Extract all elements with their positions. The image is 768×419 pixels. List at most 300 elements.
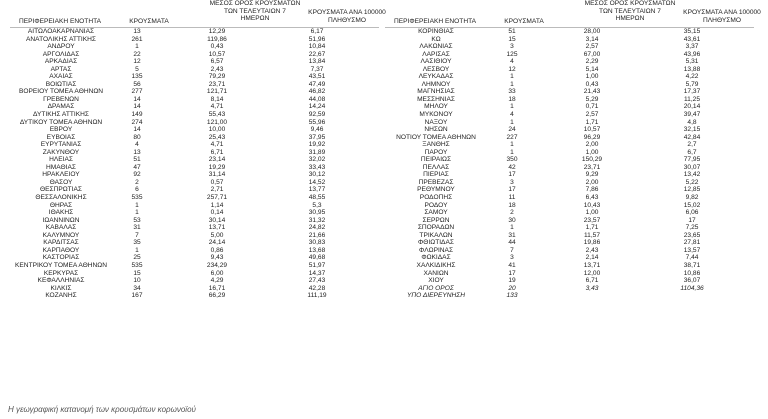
- avg-cell: 23,71: [583, 163, 601, 171]
- table-row: [385, 239, 760, 247]
- region-cell: ΚΑΡΔΙΤΣΑΣ: [43, 239, 79, 247]
- table-row: [10, 58, 385, 66]
- region-cell: ΕΥΡΥΤΑΝΙΑΣ: [40, 141, 82, 149]
- table-row: [10, 119, 385, 127]
- per-100k-cell: 44,08: [308, 95, 326, 103]
- header-avg-line3: ΗΜΕΡΩΝ: [240, 15, 270, 23]
- table-row: [10, 209, 385, 217]
- cases-cell: 1: [510, 141, 514, 149]
- per-100k-cell: 33,43: [308, 163, 326, 171]
- table-row: [385, 186, 760, 194]
- avg-cell: 9,43: [210, 254, 224, 262]
- per-100k-cell: 13,77: [308, 186, 326, 194]
- per-100k-cell: 30,95: [308, 209, 326, 217]
- per-100k-cell: 42,84: [683, 133, 701, 141]
- per-100k-cell: 14,52: [308, 178, 326, 186]
- avg-cell: 4,29: [210, 277, 224, 285]
- cases-cell: 20: [508, 284, 516, 292]
- avg-cell: 3,43: [585, 284, 599, 292]
- cases-cell: 30: [508, 216, 516, 224]
- per-100k-cell: 17: [688, 216, 696, 224]
- avg-cell: 4,71: [210, 103, 224, 111]
- cases-cell: 42: [508, 163, 516, 171]
- table-row: [385, 194, 760, 202]
- per-100k-cell: 12,85: [683, 186, 701, 194]
- avg-cell: 234,29: [206, 261, 228, 269]
- avg-cell: 6,71: [210, 148, 224, 156]
- cases-cell: 277: [131, 88, 143, 96]
- cases-cell: 18: [508, 95, 516, 103]
- avg-cell: 23,71: [208, 80, 226, 88]
- region-cell: ΡΟΔΟΠΗΣ: [419, 194, 453, 202]
- per-100k-cell: 77,95: [683, 156, 701, 164]
- cases-cell: 35: [133, 239, 141, 247]
- avg-cell: 2,14: [585, 254, 599, 262]
- right-table-body: [385, 28, 760, 300]
- avg-cell: 2,43: [210, 65, 224, 73]
- region-cell: ΑΝΑΤΟΛΙΚΗΣ ΑΤΤΙΚΗΣ: [26, 35, 96, 43]
- table-row: [10, 43, 385, 51]
- left-table: [10, 0, 385, 300]
- cases-cell: 19: [508, 277, 516, 285]
- cases-cell: 31: [133, 224, 141, 232]
- per-100k-cell: 51,96: [308, 35, 326, 43]
- table-row: [10, 179, 385, 187]
- cases-cell: 13: [133, 148, 141, 156]
- table-row: [10, 232, 385, 240]
- header-avg: [195, 0, 315, 23]
- header-avg-line1: ΜΕΣΟΣ ΟΡΟΣ ΚΡΟΥΣΜΑΤΩΝ: [209, 0, 301, 7]
- table-row: [10, 126, 385, 134]
- per-100k-cell: 31,89: [308, 148, 326, 156]
- per-100k-cell: 35,15: [683, 28, 701, 35]
- avg-cell: 2,43: [585, 246, 599, 254]
- cases-cell: 51: [508, 28, 516, 35]
- per-100k-cell: 92,59: [308, 111, 326, 119]
- cases-cell: 7: [135, 231, 139, 239]
- cases-cell: 125: [506, 50, 518, 58]
- table-row: [385, 202, 760, 210]
- region-cell: ΚΙΛΚΙΣ: [50, 284, 72, 292]
- table-row: [10, 156, 385, 164]
- table-row: [385, 36, 760, 44]
- table-row: [385, 217, 760, 225]
- table-row: [10, 149, 385, 157]
- header-per-line2: ΠΛΗΘΥΣΜΟ: [703, 16, 741, 24]
- per-100k-cell: [647, 292, 737, 300]
- region-cell: ΚΑΡΠΑΘΟΥ: [42, 246, 80, 254]
- header-avg-line2: ΤΩΝ ΤΕΛΕΥΤΑΙΩΝ 7: [599, 7, 661, 15]
- table-row: [385, 111, 760, 119]
- cases-cell: 1: [510, 118, 514, 126]
- table-row: [10, 292, 385, 300]
- avg-cell: 150,29: [581, 156, 603, 164]
- cases-cell: 1: [135, 201, 139, 209]
- per-100k-cell: 20,14: [683, 103, 701, 111]
- cases-cell: 4: [510, 58, 514, 66]
- cases-cell: 12: [133, 58, 141, 66]
- cases-cell: 2: [135, 178, 139, 186]
- table-row: [385, 119, 760, 127]
- table-row: [10, 111, 385, 119]
- table-row: [385, 247, 760, 255]
- cases-cell: 15: [133, 269, 141, 277]
- header-per-100k: [677, 9, 767, 24]
- avg-cell: 55,43: [208, 111, 226, 119]
- per-100k-cell: 3,37: [685, 43, 699, 51]
- header-avg-line3: ΗΜΕΡΩΝ: [615, 15, 645, 23]
- avg-cell: 11,57: [583, 231, 600, 239]
- per-100k-cell: 55,96: [308, 118, 326, 126]
- per-100k-cell: 43,61: [683, 35, 701, 43]
- region-cell: ΚΟΖΑΝΗΣ: [45, 292, 77, 300]
- per-100k-cell: 9,46: [310, 126, 324, 134]
- region-cell: ΚΟΡΙΝΘΙΑΣ: [418, 28, 454, 35]
- per-100k-cell: 15,02: [683, 201, 701, 209]
- cases-cell: 2: [510, 209, 514, 217]
- avg-cell: 0,14: [210, 209, 224, 217]
- region-cell: ΖΑΚΥΝΘΟΥ: [42, 148, 80, 156]
- avg-cell: 6,57: [210, 58, 224, 66]
- per-100k-cell: 27,81: [683, 239, 701, 247]
- region-cell: ΠΕΛΛΑΣ: [422, 163, 450, 171]
- table-row: [10, 186, 385, 194]
- cases-cell: 31: [508, 231, 516, 239]
- per-100k-cell: 32,02: [308, 156, 326, 164]
- table-row: [385, 149, 760, 157]
- table-row: [385, 254, 760, 262]
- avg-cell: 257,71: [206, 194, 228, 202]
- cases-cell: 7: [510, 246, 514, 254]
- avg-cell: 121,00: [206, 118, 228, 126]
- avg-cell: 10,43: [583, 201, 601, 209]
- region-cell: ΝΟΤΙΟΥ ΤΟΜΕΑ ΑΘΗΝΩΝ: [396, 133, 476, 141]
- per-100k-cell: 39,47: [683, 111, 701, 119]
- cases-cell: 51: [133, 156, 141, 164]
- per-100k-cell: 5,79: [685, 80, 699, 88]
- avg-cell: 30,14: [208, 216, 226, 224]
- per-100k-cell: 32,15: [683, 126, 701, 134]
- avg-cell: 10,00: [208, 126, 226, 134]
- region-cell: ΑΓΙΟ ΟΡΟΣ: [418, 284, 454, 292]
- table-row: [10, 270, 385, 278]
- table-row: [385, 66, 760, 74]
- region-cell: ΠΡΕΒΕΖΑΣ: [418, 178, 454, 186]
- table-row: [385, 28, 760, 36]
- region-cell: ΡΟΔΟΥ: [424, 201, 448, 209]
- avg-cell: 2,00: [585, 141, 599, 149]
- header-per-line1: ΚΡΟΥΣΜΑΤΑ ΑΝΑ 100000: [308, 9, 386, 16]
- region-cell: ΚΩ: [431, 35, 441, 43]
- left-table-header: [10, 0, 385, 28]
- avg-cell: 2,00: [585, 178, 599, 186]
- per-100k-cell: 7,25: [685, 224, 699, 232]
- avg-cell: 8,14: [210, 95, 224, 103]
- avg-cell: 2,57: [585, 111, 599, 119]
- per-100k-cell: 6,17: [310, 28, 324, 35]
- table-row: [10, 164, 385, 172]
- cases-cell: 11: [508, 194, 516, 202]
- avg-cell: 121,71: [206, 88, 228, 96]
- region-cell: ΙΘΑΚΗΣ: [48, 209, 74, 217]
- region-cell: ΧΑΝΙΩΝ: [423, 269, 449, 277]
- avg-cell: 13,71: [583, 261, 601, 269]
- avg-cell: 28,00: [583, 28, 601, 35]
- cases-cell: 1: [135, 246, 139, 254]
- avg-cell: 0,43: [210, 43, 224, 51]
- per-100k-cell: 11,25: [683, 95, 700, 103]
- cases-cell: 92: [133, 171, 141, 179]
- avg-cell: 12,00: [583, 269, 601, 277]
- avg-cell: 6,71: [585, 277, 599, 285]
- avg-cell: 2,71: [210, 186, 224, 194]
- table-row: [10, 51, 385, 59]
- cases-cell: 14: [133, 103, 141, 111]
- region-cell: ΘΕΣΣΑΛΟΝΙΚΗΣ: [35, 194, 87, 202]
- cases-cell: 135: [131, 73, 143, 81]
- region-cell: ΚΑΣΤΟΡΙΑΣ: [42, 254, 80, 262]
- avg-cell: 24,14: [208, 239, 226, 247]
- region-cell: ΜΗΛΟΥ: [424, 103, 448, 111]
- per-100k-cell: 46,82: [308, 88, 326, 96]
- cases-cell: 17: [508, 171, 516, 179]
- cases-cell: 1: [510, 224, 514, 232]
- image-caption: Η γεωγραφική κατανομή των κρουσμάτων κορωνοϊού: [8, 405, 196, 414]
- cases-cell: 53: [133, 216, 141, 224]
- region-cell: ΓΡΕΒΕΝΩΝ: [43, 95, 79, 103]
- region-cell: ΛΗΜΝΟΥ: [421, 80, 451, 88]
- per-100k-cell: 19,92: [308, 141, 326, 149]
- region-cell: ΘΑΣΟΥ: [49, 178, 73, 186]
- table-row: [385, 292, 760, 300]
- cases-cell: 80: [133, 133, 141, 141]
- region-cell: ΑΡΚΑΔΙΑΣ: [44, 58, 78, 66]
- table-row: [385, 224, 760, 232]
- per-100k-cell: 30,07: [683, 163, 701, 171]
- right-table-header: [385, 0, 760, 28]
- cases-cell: 5: [135, 65, 139, 73]
- per-100k-cell: 7,37: [310, 65, 324, 73]
- table-row: [385, 43, 760, 51]
- per-100k-cell: 13,57: [683, 246, 701, 254]
- cases-cell: 56: [133, 80, 141, 88]
- avg-cell: 10,57: [583, 126, 601, 134]
- header-avg-line1: ΜΕΣΟΣ ΟΡΟΣ ΚΡΟΥΣΜΑΤΩΝ: [584, 0, 676, 7]
- table-row: [385, 285, 760, 293]
- table-row: [385, 156, 760, 164]
- per-100k-cell: 24,82: [308, 224, 326, 232]
- avg-cell: 3,14: [585, 35, 599, 43]
- cases-cell: 17: [508, 186, 516, 194]
- per-100k-cell: 13,42: [683, 171, 701, 179]
- cases-cell: 10: [133, 277, 141, 285]
- avg-cell: 5,29: [585, 95, 599, 103]
- avg-cell: 1,00: [585, 209, 599, 217]
- avg-cell: 19,29: [208, 163, 226, 171]
- region-cell: ΘΗΡΑΣ: [49, 201, 73, 209]
- table-row: [10, 277, 385, 285]
- cases-cell: 17: [508, 269, 516, 277]
- per-100k-cell: 42,28: [308, 284, 326, 292]
- avg-cell: 1,00: [585, 148, 599, 156]
- table-row: [10, 28, 385, 36]
- avg-cell: 4,71: [210, 141, 224, 149]
- per-100k-cell: 9,82: [685, 194, 699, 202]
- region-cell: ΒΟΡΕΙΟΥ ΤΟΜΕΑ ΑΘΗΝΩΝ: [18, 88, 104, 96]
- header-divider: [10, 27, 379, 28]
- avg-cell: 6,00: [210, 269, 224, 277]
- per-100k-cell: 37,95: [308, 133, 326, 141]
- table-row: [10, 239, 385, 247]
- avg-cell: 1,71: [585, 118, 599, 126]
- cases-cell: 1: [510, 80, 514, 88]
- per-100k-cell: 30,83: [308, 239, 326, 247]
- cases-cell: 22: [133, 50, 141, 58]
- table-row: [385, 96, 760, 104]
- table-row: [10, 224, 385, 232]
- avg-cell: 1,14: [210, 201, 224, 209]
- cases-cell: 14: [133, 126, 141, 134]
- per-100k-cell: 13,84: [308, 58, 326, 66]
- table-row: [385, 88, 760, 96]
- region-cell: ΗΜΑΘΙΑΣ: [46, 163, 76, 171]
- region-cell: ΝΑΞΟΥ: [424, 118, 448, 126]
- table-row: [10, 217, 385, 225]
- region-cell: ΞΑΝΘΗΣ: [422, 141, 450, 149]
- region-cell: ΣΠΟΡΑΔΩΝ: [417, 224, 455, 232]
- avg-cell: 1,71: [585, 224, 599, 232]
- region-cell: ΜΥΚΟΝΟΥ: [419, 111, 453, 119]
- region-cell: ΚΑΒΑΛΑΣ: [45, 224, 77, 232]
- avg-cell: 25,43: [208, 133, 226, 141]
- per-100k-cell: 4,8: [687, 118, 697, 126]
- cases-cell: 133: [506, 292, 518, 300]
- region-cell: ΑΧΑΪΑΣ: [49, 73, 73, 81]
- per-100k-cell: 6,7: [687, 148, 697, 156]
- region-cell: ΜΕΣΣΗΝΙΑΣ: [417, 95, 455, 103]
- per-100k-cell: 51,97: [308, 261, 326, 269]
- region-cell: ΛΑΚΩΝΙΑΣ: [419, 43, 453, 51]
- avg-cell: 0,57: [210, 178, 224, 186]
- table-row: [385, 179, 760, 187]
- table-row: [385, 141, 760, 149]
- avg-cell: 2,57: [585, 43, 599, 51]
- avg-cell: 67,00: [583, 50, 601, 58]
- per-100k-cell: 5,3: [312, 201, 322, 209]
- right-table: [385, 0, 760, 300]
- region-cell: ΦΘΙΩΤΙΔΑΣ: [418, 239, 454, 247]
- region-cell: ΝΗΣΩΝ: [424, 126, 448, 134]
- per-100k-cell: 13,68: [308, 246, 326, 254]
- per-100k-cell: 36,07: [683, 277, 701, 285]
- table-row: [385, 126, 760, 134]
- cases-cell: 535: [131, 261, 143, 269]
- per-100k-cell: 23,65: [683, 231, 701, 239]
- region-cell: ΔΡΑΜΑΣ: [47, 103, 75, 111]
- cases-cell: 24: [508, 126, 516, 134]
- cases-cell: 1: [510, 73, 514, 81]
- cases-cell: 227: [506, 133, 518, 141]
- cases-cell: 34: [133, 284, 141, 292]
- avg-cell: [537, 292, 647, 300]
- avg-cell: 12,29: [208, 28, 226, 35]
- region-cell: ΛΕΣΒΟΥ: [422, 65, 450, 73]
- per-100k-cell: 10,86: [683, 269, 701, 277]
- cases-cell: 1: [135, 209, 139, 217]
- region-cell: ΦΛΩΡΙΝΑΣ: [418, 246, 454, 254]
- region-cell: ΛΑΡΙΣΑΣ: [422, 50, 450, 58]
- cases-cell: 3: [510, 254, 514, 262]
- table-row: [10, 103, 385, 111]
- cases-cell: 33: [508, 88, 516, 96]
- region-cell: ΘΕΣΠΡΩΤΙΑΣ: [39, 186, 83, 194]
- avg-cell: 19,86: [583, 239, 601, 247]
- per-100k-cell: 38,71: [683, 261, 701, 269]
- cases-cell: 18: [508, 201, 516, 209]
- per-100k-cell: 13,88: [683, 65, 701, 73]
- avg-cell: 31,14: [208, 171, 226, 179]
- avg-cell: 23,57: [583, 216, 601, 224]
- cases-cell: 535: [131, 194, 143, 202]
- cases-cell: 6: [135, 186, 139, 194]
- header-cases: ΚΡΟΥΣΜΑΤΑ: [129, 18, 169, 25]
- region-cell: ΡΕΘΥΜΝΟΥ: [417, 186, 455, 194]
- region-cell: ΚΕΝΤΡΙΚΟΥ ΤΟΜΕΑ ΑΘΗΝΩΝ: [15, 261, 107, 269]
- region-cell: ΑΙΤΩΛΟΑΚΑΡΝΑΝΙΑΣ: [27, 28, 95, 35]
- table-row: [10, 66, 385, 74]
- cases-cell: 4: [510, 111, 514, 119]
- table-row: [385, 209, 760, 217]
- cases-cell: 149: [131, 111, 143, 119]
- avg-cell: 23,14: [208, 156, 226, 164]
- per-100k-cell: 14,37: [308, 269, 326, 277]
- table-row: [385, 171, 760, 179]
- region-cell: ΗΡΑΚΛΕΙΟΥ: [42, 171, 80, 179]
- cases-cell: 1: [510, 148, 514, 156]
- table-row: [10, 81, 385, 89]
- region-cell: ΛΑΣΙΘΙΟΥ: [420, 58, 452, 66]
- per-100k-cell: 47,49: [308, 80, 326, 88]
- avg-cell: 1,00: [585, 73, 599, 81]
- table-row: [385, 134, 760, 142]
- cases-cell: 167: [131, 292, 143, 300]
- per-100k-cell: 17,37: [683, 88, 701, 96]
- table-row: [385, 164, 760, 172]
- header-per-line2: ΠΛΗΘΥΣΜΟ: [328, 16, 366, 24]
- table-row: [10, 247, 385, 255]
- cases-cell: 44: [508, 239, 516, 247]
- cases-cell: 15: [508, 35, 516, 43]
- header-per-100k: [302, 9, 392, 24]
- header-region: ΠΕΡΙΦΕΡΕΙΑΚΗ ΕΝΟΤΗΤΑ: [18, 18, 102, 25]
- avg-cell: 5,14: [585, 65, 599, 73]
- avg-cell: 96,29: [583, 133, 601, 141]
- table-row: [10, 134, 385, 142]
- per-100k-cell: 14,24: [308, 103, 326, 111]
- cases-cell: 3: [510, 178, 514, 186]
- region-cell: ΣΑΜΟΥ: [424, 209, 448, 217]
- region-cell: ΠΕΙΡΑΙΩΣ: [420, 156, 452, 164]
- per-100k-cell: 10,84: [308, 43, 326, 51]
- header-avg-line2: ΤΩΝ ΤΕΛΕΥΤΑΙΩΝ 7: [224, 7, 286, 15]
- cases-cell: 1: [135, 43, 139, 51]
- per-100k-cell: 5,31: [685, 58, 699, 66]
- avg-cell: 10,57: [208, 50, 226, 58]
- cases-cell: 261: [131, 35, 143, 43]
- left-table-body: [10, 28, 385, 300]
- avg-cell: 16,71: [208, 284, 226, 292]
- table-row: [385, 103, 760, 111]
